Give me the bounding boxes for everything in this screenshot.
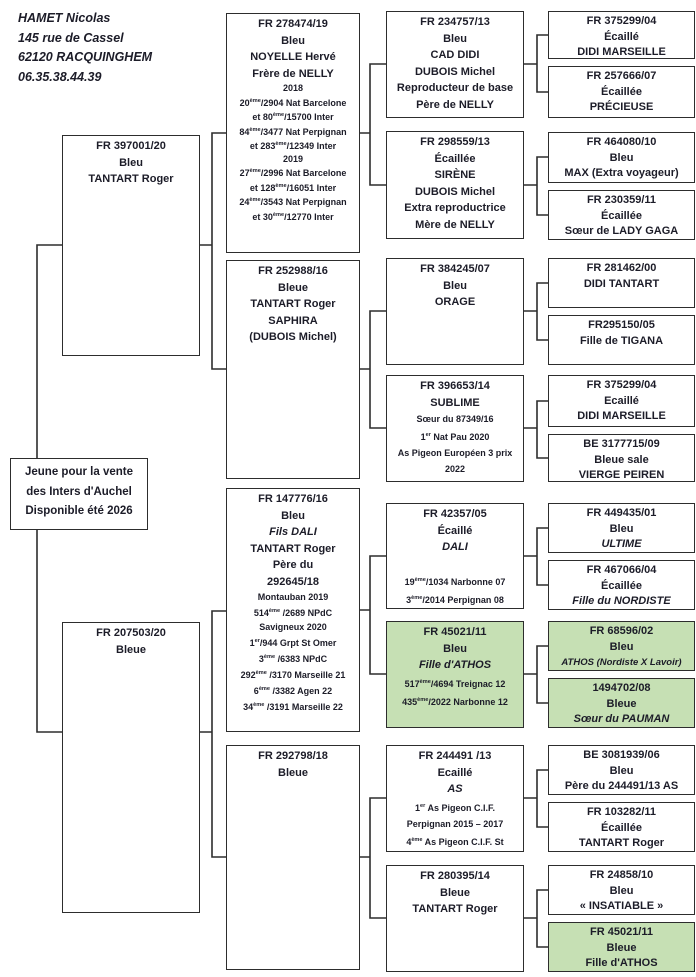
pedigree-line: Père du 244491/13 AS (564, 780, 679, 792)
box-fr-397001-20 (62, 135, 200, 356)
address-line-2: 62120 RACQUINGHEM (18, 50, 153, 64)
pedigree-line: FR 281462/00 (586, 262, 657, 274)
pedigree-line: 2018 (282, 83, 304, 93)
pedigree-line: 514ème /2689 NPdC (253, 608, 333, 618)
box-fr-464080-10 (548, 132, 695, 183)
box-fr-234757-13 (386, 11, 524, 118)
pedigree-line: Jeune pour la vente (24, 466, 133, 478)
pedigree-line: FR 45021/11 (423, 626, 487, 638)
pedigree-line: Écaillée (601, 209, 642, 222)
pedigree-line: Écaillée (601, 85, 642, 98)
pedigree-line: « INSATIABLE » (579, 900, 664, 912)
owner-name: HAMET Nicolas (18, 11, 111, 25)
pedigree-line: Fille du NORDISTE (572, 595, 671, 607)
owner-address-block (18, 9, 152, 87)
pedigree-line: Fille d'ATHOS (585, 957, 658, 969)
pedigree-line: Fils DALI (269, 526, 317, 538)
pedigree-line: Bleue sale (594, 453, 649, 466)
pedigree-line: SAPHIRA (268, 314, 318, 327)
pedigree-line: Disponible été 2026 (25, 505, 133, 517)
pedigree-line: 19ème/1034 Narbonne 07 (404, 577, 506, 587)
pedigree-line: Extra reproductrice (404, 202, 506, 214)
pedigree-line: 292645/18 (267, 575, 319, 588)
pedigree-line: 1er Nat Pau 2020 (420, 432, 490, 442)
pedigree-line: FR 464080/10 (586, 136, 657, 148)
box-fr-280395-14 (386, 865, 524, 972)
pedigree-line: FR 42357/05 (423, 508, 487, 520)
pedigree-line: Bleu (609, 884, 634, 897)
pedigree-line: FR 257666/07 (586, 70, 657, 82)
pedigree-line: TANTART Roger (412, 903, 498, 915)
box-fr-257666-07 (548, 66, 695, 118)
box-fr-45021-11-dam (386, 621, 524, 728)
pedigree-line: FR 234757/13 (420, 16, 490, 28)
pedigree-line: des Inters d'Auchel (26, 485, 132, 498)
pedigree-line: Écaillée (601, 579, 642, 592)
pedigree-line: Savigneux 2020 (259, 622, 327, 632)
pedigree-line: ORAGE (434, 296, 476, 308)
pedigree-line: FR 207503/20 (96, 627, 166, 639)
box-fr-24858-10 (548, 865, 695, 915)
pedigree-line: et 30ème/12770 Inter (252, 211, 334, 222)
pedigree-line: Bleue (116, 643, 146, 656)
pedigree-line: 34ème /3191 Marseille 22 (243, 702, 343, 712)
pedigree-line: DALI (442, 541, 468, 553)
pedigree-line: TANTART Roger (88, 173, 174, 185)
box-fr-375299-04-a (548, 11, 695, 59)
pedigree-line: 1er/944 Grpt St Omer (249, 638, 337, 648)
pedigree-line: Écaillée (434, 152, 476, 165)
pedigree-line: Bleu (609, 522, 634, 535)
pedigree-line: FR295150/05 (588, 319, 655, 331)
box-fr-292798-18 (226, 745, 360, 970)
pedigree-line: DIDI TANTART (583, 277, 660, 290)
box-fr-295150-05 (548, 315, 695, 365)
pedigree-line: Bleu (119, 156, 143, 169)
pedigree-line: Bleu (281, 34, 305, 47)
pedigree-line: PRÉCIEUSE (589, 101, 654, 113)
box-fr-467066-04 (548, 560, 695, 610)
pedigree-line: Reproducteur de base (396, 82, 514, 94)
box-fr-449435-01 (548, 503, 695, 553)
box-fr-68596-02 (548, 621, 695, 671)
pedigree-line: ATHOS (Nordiste X Lavoir) (561, 657, 682, 668)
pedigree-line: Ecaillé (437, 766, 473, 779)
pedigree-line: Bleue (278, 281, 308, 294)
pedigree-line: Bleu (609, 764, 634, 777)
box-be-3177715-09 (548, 434, 695, 482)
pedigree-line: FR 244491 /13 (418, 750, 492, 762)
box-fr-384245-07 (386, 258, 524, 365)
box-fr-103282-11 (548, 802, 695, 852)
pedigree-line: Écaillé (604, 30, 639, 43)
pedigree-line: FR 375299/04 (586, 15, 657, 27)
pedigree-line: 20ème/2904 Nat Barcelone (239, 97, 347, 108)
pedigree-line: FR 230359/11 (586, 194, 657, 206)
pedigree-line: 435ème/2022 Narbonne 12 (402, 696, 508, 707)
pedigree-line: AS (447, 783, 463, 795)
pedigree-line: BE 3177715/09 (583, 438, 660, 450)
pedigree-line: DIDI MARSEILLE (577, 410, 666, 422)
pedigree-line: et 128ème/16051 Inter (249, 182, 337, 193)
pedigree-line: FR 467066/04 (586, 564, 657, 576)
pedigree-line: FR 68596/02 (589, 625, 654, 637)
box-fr-244491-13 (386, 745, 524, 852)
pedigree-line: FR 280395/14 (420, 870, 490, 882)
box-subject-jeune (10, 458, 148, 530)
pedigree-line: Bleue (606, 941, 637, 954)
box-1494702-08 (548, 678, 695, 728)
box-fr-230359-11 (548, 190, 695, 240)
pedigree-line: FR 384245/07 (420, 263, 490, 275)
pedigree-line: TANTART Roger (250, 542, 336, 555)
pedigree-line: TANTART Roger (250, 298, 336, 310)
pedigree-line: 292ème /3170 Marseille 21 (240, 670, 346, 680)
pedigree-line: TANTART Roger (578, 837, 665, 849)
phone-number: 06.35.38.44.39 (18, 69, 102, 84)
pedigree-line: Bleue (278, 766, 308, 779)
pedigree-line: Bleue (440, 886, 470, 899)
box-fr-278474-19 (226, 13, 360, 253)
pedigree-line: BE 3081939/06 (583, 749, 660, 761)
pedigree-line: VIERGE PEIREN (578, 469, 665, 481)
pedigree-line: As Pigeon Européen 3 prix (397, 448, 513, 458)
pedigree-line: Père de NELLY (416, 98, 494, 111)
pedigree-line: Bleu (281, 509, 305, 522)
pedigree-line: 27ème/2996 Nat Barcelone (239, 168, 347, 178)
pedigree-line: DUBOIS Michel (414, 65, 496, 78)
pedigree-line: Perpignan 2015 – 2017 (406, 818, 504, 829)
pedigree-line: Frère de NELLY (252, 67, 334, 80)
pedigree-line: NOYELLE Hervé (250, 51, 336, 63)
pedigree-line: DUBOIS Michel (414, 185, 496, 198)
pedigree-line: FR 278474/19 (258, 18, 328, 30)
box-fr-147776-16 (226, 488, 360, 732)
pedigree-line: 3ème /6383 NPdC (258, 654, 328, 664)
pedigree-line: FR 103282/11 (586, 806, 657, 818)
pedigree-line: SUBLIME (430, 396, 480, 409)
pedigree-line: 1er As Pigeon C.I.F. (415, 802, 495, 813)
pedigree-line: Bleu (443, 642, 467, 655)
pedigree-line: FR 292798/18 (258, 750, 328, 762)
pedigree-line: CAD DIDI (430, 49, 480, 61)
pedigree-line: Bleue (606, 697, 637, 710)
pedigree-line: Bleu (443, 279, 467, 292)
pedigree-line: 2019 (282, 153, 304, 164)
box-fr-252988-16 (226, 260, 360, 479)
pedigree-line: 517ème/4694 Treignac 12 (404, 678, 506, 689)
pedigree-line: Sœur de LADY GAGA (564, 225, 679, 237)
box-fr-298559-13 (386, 131, 524, 239)
pedigree-line: et 80ème/15700 Inter (252, 112, 334, 122)
pedigree-line: FR 375299/04 (586, 379, 657, 391)
pedigree-line: Mère de NELLY (415, 218, 495, 231)
box-fr-42357-05 (386, 503, 524, 609)
pedigree-line: (DUBOIS Michel) (249, 331, 337, 343)
box-fr-281462-00 (548, 258, 695, 308)
pedigree-line: FR 449435/01 (586, 507, 657, 519)
pedigree-line: Sœur du PAUMAN (573, 713, 670, 725)
pedigree-line: FR 147776/16 (258, 493, 328, 505)
pedigree-line: 84ème/3477 Nat Perpignan (239, 126, 347, 137)
pedigree-line: FR 396653/14 (420, 380, 490, 392)
box-fr-207503-20 (62, 622, 200, 913)
pedigree-line: 2022 (444, 464, 466, 474)
box-be-3081939-06 (548, 745, 695, 795)
pedigree-line: Bleu (609, 151, 634, 164)
pedigree-line: 4ème As Pigeon C.I.F. St (406, 836, 504, 847)
pedigree-line: Écaillée (601, 821, 642, 834)
pedigree-line: Sœur du 87349/16 (416, 414, 494, 424)
pedigree-line: FR 298559/13 (420, 136, 490, 148)
pedigree-line: Fille de TIGANA (579, 334, 664, 347)
address-line-1: 145 rue de Cassel (18, 30, 124, 45)
pedigree-line: SIRÈNE (434, 169, 476, 181)
pedigree-line: Écaillé (437, 524, 473, 537)
pedigree-line: MAX (Extra voyageur) (564, 167, 679, 179)
pedigree-line: ULTIME (601, 538, 642, 550)
pedigree-line: DIDI MARSEILLE (577, 46, 666, 58)
box-fr-375299-04-b (548, 375, 695, 427)
box-fr-45021-11-repeat (548, 922, 695, 972)
pedigree-line: FR 45021/11 (590, 926, 653, 938)
pedigree-line: 1494702/08 (592, 682, 651, 694)
pedigree-line: Père du (272, 559, 314, 571)
box-fr-396653-14 (386, 375, 524, 482)
pedigree-line: FR 397001/20 (96, 140, 166, 152)
pedigree-line: Ecaillé (604, 394, 639, 407)
pedigree-line: Bleu (609, 640, 634, 653)
pedigree-line: 6ème /3382 Agen 22 (253, 686, 333, 696)
pedigree-line: et 283ème/12349 Inter (249, 141, 337, 151)
pedigree-line (387, 556, 523, 573)
pedigree-line: Fille d'ATHOS (418, 659, 492, 671)
pedigree-line: FR 252988/16 (258, 265, 328, 277)
pedigree-line: 3ème/2014 Perpignan 08 (406, 595, 504, 605)
pedigree-line: 24ème/3543 Nat Perpignan (239, 197, 347, 207)
pedigree-line: Montauban 2019 (257, 592, 329, 602)
pedigree-line: FR 24858/10 (589, 869, 654, 881)
pedigree-line: Bleu (443, 32, 467, 45)
